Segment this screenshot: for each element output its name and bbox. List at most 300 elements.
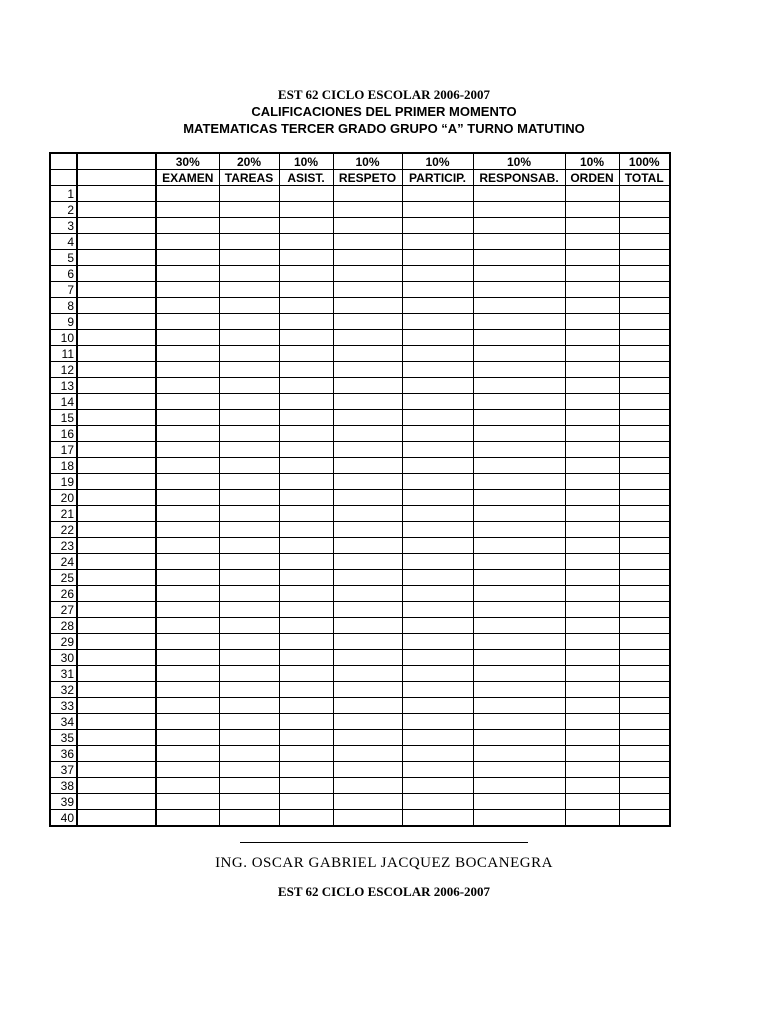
student-name-cell[interactable]: [77, 746, 156, 762]
grade-cell-orden[interactable]: [565, 266, 619, 282]
student-name-cell[interactable]: [77, 474, 156, 490]
grade-cell-tareas[interactable]: [219, 314, 279, 330]
grade-cell-examen[interactable]: [156, 490, 219, 506]
grade-cell-respeto[interactable]: [333, 250, 402, 266]
grade-cell-tareas[interactable]: [219, 490, 279, 506]
grade-cell-total[interactable]: [619, 746, 670, 762]
grade-cell-examen[interactable]: [156, 330, 219, 346]
grade-cell-asist[interactable]: [279, 314, 333, 330]
grade-cell-total[interactable]: [619, 330, 670, 346]
grade-cell-total[interactable]: [619, 554, 670, 570]
grade-cell-orden[interactable]: [565, 682, 619, 698]
grade-cell-tareas[interactable]: [219, 618, 279, 634]
grade-cell-asist[interactable]: [279, 570, 333, 586]
grade-cell-asist[interactable]: [279, 506, 333, 522]
grade-cell-asist[interactable]: [279, 474, 333, 490]
grade-cell-orden[interactable]: [565, 586, 619, 602]
grade-cell-examen[interactable]: [156, 634, 219, 650]
grade-cell-responsab[interactable]: [473, 634, 565, 650]
grade-cell-responsab[interactable]: [473, 730, 565, 746]
grade-cell-orden[interactable]: [565, 714, 619, 730]
grade-cell-tareas[interactable]: [219, 186, 279, 202]
grade-cell-examen[interactable]: [156, 570, 219, 586]
grade-cell-particip[interactable]: [402, 634, 473, 650]
grade-cell-asist[interactable]: [279, 714, 333, 730]
grade-cell-respeto[interactable]: [333, 474, 402, 490]
grade-cell-particip[interactable]: [402, 346, 473, 362]
grade-cell-responsab[interactable]: [473, 218, 565, 234]
grade-cell-responsab[interactable]: [473, 250, 565, 266]
grade-cell-total[interactable]: [619, 378, 670, 394]
grade-cell-respeto[interactable]: [333, 666, 402, 682]
grade-cell-asist[interactable]: [279, 282, 333, 298]
grade-cell-total[interactable]: [619, 586, 670, 602]
grade-cell-asist[interactable]: [279, 650, 333, 666]
grade-cell-orden[interactable]: [565, 426, 619, 442]
grade-cell-tareas[interactable]: [219, 666, 279, 682]
grade-cell-orden[interactable]: [565, 378, 619, 394]
grade-cell-total[interactable]: [619, 618, 670, 634]
grade-cell-total[interactable]: [619, 602, 670, 618]
grade-cell-tareas[interactable]: [219, 330, 279, 346]
grade-cell-tareas[interactable]: [219, 282, 279, 298]
grade-cell-particip[interactable]: [402, 314, 473, 330]
grade-cell-tareas[interactable]: [219, 570, 279, 586]
grade-cell-asist[interactable]: [279, 778, 333, 794]
grade-cell-asist[interactable]: [279, 490, 333, 506]
grade-cell-asist[interactable]: [279, 442, 333, 458]
grade-cell-respeto[interactable]: [333, 570, 402, 586]
grade-cell-tareas[interactable]: [219, 362, 279, 378]
grade-cell-asist[interactable]: [279, 698, 333, 714]
grade-cell-total[interactable]: [619, 282, 670, 298]
grade-cell-particip[interactable]: [402, 218, 473, 234]
grade-cell-tareas[interactable]: [219, 586, 279, 602]
grade-cell-responsab[interactable]: [473, 602, 565, 618]
grade-cell-respeto[interactable]: [333, 298, 402, 314]
grade-cell-tareas[interactable]: [219, 346, 279, 362]
grade-cell-responsab[interactable]: [473, 202, 565, 218]
grade-cell-particip[interactable]: [402, 554, 473, 570]
grade-cell-responsab[interactable]: [473, 746, 565, 762]
grade-cell-responsab[interactable]: [473, 762, 565, 778]
grade-cell-total[interactable]: [619, 474, 670, 490]
grade-cell-tareas[interactable]: [219, 298, 279, 314]
grade-cell-respeto[interactable]: [333, 266, 402, 282]
grade-cell-total[interactable]: [619, 762, 670, 778]
grade-cell-tareas[interactable]: [219, 506, 279, 522]
grade-cell-particip[interactable]: [402, 698, 473, 714]
grade-cell-asist[interactable]: [279, 522, 333, 538]
grade-cell-total[interactable]: [619, 426, 670, 442]
grade-cell-asist[interactable]: [279, 378, 333, 394]
grade-cell-examen[interactable]: [156, 458, 219, 474]
grade-cell-respeto[interactable]: [333, 762, 402, 778]
student-name-cell[interactable]: [77, 378, 156, 394]
grade-cell-total[interactable]: [619, 522, 670, 538]
student-name-cell[interactable]: [77, 794, 156, 810]
grade-cell-examen[interactable]: [156, 218, 219, 234]
grade-cell-tareas[interactable]: [219, 634, 279, 650]
grade-cell-responsab[interactable]: [473, 362, 565, 378]
grade-cell-asist[interactable]: [279, 266, 333, 282]
student-name-cell[interactable]: [77, 778, 156, 794]
student-name-cell[interactable]: [77, 298, 156, 314]
grade-cell-particip[interactable]: [402, 426, 473, 442]
grade-cell-particip[interactable]: [402, 602, 473, 618]
grade-cell-particip[interactable]: [402, 362, 473, 378]
student-name-cell[interactable]: [77, 714, 156, 730]
grade-cell-tareas[interactable]: [219, 602, 279, 618]
grade-cell-total[interactable]: [619, 250, 670, 266]
grade-cell-particip[interactable]: [402, 618, 473, 634]
grade-cell-responsab[interactable]: [473, 458, 565, 474]
grade-cell-particip[interactable]: [402, 298, 473, 314]
grade-cell-particip[interactable]: [402, 570, 473, 586]
grade-cell-examen[interactable]: [156, 442, 219, 458]
grade-cell-asist[interactable]: [279, 458, 333, 474]
student-name-cell[interactable]: [77, 634, 156, 650]
grade-cell-respeto[interactable]: [333, 378, 402, 394]
grade-cell-asist[interactable]: [279, 234, 333, 250]
grade-cell-total[interactable]: [619, 570, 670, 586]
grade-cell-responsab[interactable]: [473, 618, 565, 634]
grade-cell-tareas[interactable]: [219, 458, 279, 474]
grade-cell-asist[interactable]: [279, 218, 333, 234]
grade-cell-respeto[interactable]: [333, 458, 402, 474]
grade-cell-examen[interactable]: [156, 186, 219, 202]
grade-cell-responsab[interactable]: [473, 650, 565, 666]
grade-cell-respeto[interactable]: [333, 394, 402, 410]
student-name-cell[interactable]: [77, 538, 156, 554]
grade-cell-respeto[interactable]: [333, 490, 402, 506]
grade-cell-examen[interactable]: [156, 682, 219, 698]
grade-cell-respeto[interactable]: [333, 202, 402, 218]
grade-cell-respeto[interactable]: [333, 538, 402, 554]
grade-cell-total[interactable]: [619, 410, 670, 426]
grade-cell-respeto[interactable]: [333, 218, 402, 234]
grade-cell-asist[interactable]: [279, 618, 333, 634]
grade-cell-respeto[interactable]: [333, 778, 402, 794]
grade-cell-tareas[interactable]: [219, 474, 279, 490]
grade-cell-tareas[interactable]: [219, 810, 279, 827]
grade-cell-asist[interactable]: [279, 762, 333, 778]
student-name-cell[interactable]: [77, 458, 156, 474]
grade-cell-orden[interactable]: [565, 634, 619, 650]
student-name-cell[interactable]: [77, 586, 156, 602]
grade-cell-asist[interactable]: [279, 586, 333, 602]
student-name-cell[interactable]: [77, 410, 156, 426]
grade-cell-total[interactable]: [619, 298, 670, 314]
grade-cell-particip[interactable]: [402, 282, 473, 298]
grade-cell-orden[interactable]: [565, 762, 619, 778]
grade-cell-particip[interactable]: [402, 250, 473, 266]
grade-cell-total[interactable]: [619, 202, 670, 218]
grade-cell-orden[interactable]: [565, 282, 619, 298]
grade-cell-responsab[interactable]: [473, 378, 565, 394]
grade-cell-particip[interactable]: [402, 186, 473, 202]
student-name-cell[interactable]: [77, 362, 156, 378]
grade-cell-responsab[interactable]: [473, 794, 565, 810]
grade-cell-particip[interactable]: [402, 458, 473, 474]
grade-cell-orden[interactable]: [565, 218, 619, 234]
grade-cell-orden[interactable]: [565, 794, 619, 810]
grade-cell-particip[interactable]: [402, 794, 473, 810]
grade-cell-respeto[interactable]: [333, 618, 402, 634]
grade-cell-responsab[interactable]: [473, 698, 565, 714]
student-name-cell[interactable]: [77, 490, 156, 506]
grade-cell-total[interactable]: [619, 682, 670, 698]
grade-cell-respeto[interactable]: [333, 346, 402, 362]
grade-cell-total[interactable]: [619, 442, 670, 458]
grade-cell-asist[interactable]: [279, 426, 333, 442]
grade-cell-orden[interactable]: [565, 666, 619, 682]
grade-cell-tareas[interactable]: [219, 746, 279, 762]
grade-cell-examen[interactable]: [156, 426, 219, 442]
grade-cell-respeto[interactable]: [333, 522, 402, 538]
grade-cell-orden[interactable]: [565, 570, 619, 586]
grade-cell-orden[interactable]: [565, 746, 619, 762]
grade-cell-tareas[interactable]: [219, 522, 279, 538]
grade-cell-respeto[interactable]: [333, 186, 402, 202]
grade-cell-responsab[interactable]: [473, 538, 565, 554]
grade-cell-respeto[interactable]: [333, 362, 402, 378]
grade-cell-responsab[interactable]: [473, 682, 565, 698]
grade-cell-respeto[interactable]: [333, 506, 402, 522]
grade-cell-examen[interactable]: [156, 698, 219, 714]
grade-cell-examen[interactable]: [156, 522, 219, 538]
grade-cell-total[interactable]: [619, 810, 670, 827]
grade-cell-examen[interactable]: [156, 410, 219, 426]
grade-cell-respeto[interactable]: [333, 410, 402, 426]
grade-cell-orden[interactable]: [565, 298, 619, 314]
grade-cell-particip[interactable]: [402, 234, 473, 250]
grade-cell-orden[interactable]: [565, 186, 619, 202]
grade-cell-total[interactable]: [619, 698, 670, 714]
grade-cell-responsab[interactable]: [473, 282, 565, 298]
student-name-cell[interactable]: [77, 426, 156, 442]
grade-cell-particip[interactable]: [402, 586, 473, 602]
grade-cell-asist[interactable]: [279, 410, 333, 426]
grade-cell-total[interactable]: [619, 394, 670, 410]
grade-cell-examen[interactable]: [156, 314, 219, 330]
grade-cell-respeto[interactable]: [333, 730, 402, 746]
grade-cell-responsab[interactable]: [473, 266, 565, 282]
grade-cell-total[interactable]: [619, 346, 670, 362]
grade-cell-particip[interactable]: [402, 266, 473, 282]
grade-cell-examen[interactable]: [156, 282, 219, 298]
grade-cell-particip[interactable]: [402, 474, 473, 490]
grade-cell-asist[interactable]: [279, 746, 333, 762]
grade-cell-respeto[interactable]: [333, 746, 402, 762]
grade-cell-asist[interactable]: [279, 810, 333, 827]
grade-cell-total[interactable]: [619, 362, 670, 378]
grade-cell-tareas[interactable]: [219, 538, 279, 554]
grade-cell-responsab[interactable]: [473, 298, 565, 314]
grade-cell-tareas[interactable]: [219, 378, 279, 394]
grade-cell-orden[interactable]: [565, 202, 619, 218]
grade-cell-tareas[interactable]: [219, 714, 279, 730]
grade-cell-tareas[interactable]: [219, 426, 279, 442]
grade-cell-orden[interactable]: [565, 538, 619, 554]
student-name-cell[interactable]: [77, 186, 156, 202]
grade-cell-asist[interactable]: [279, 602, 333, 618]
grade-cell-total[interactable]: [619, 186, 670, 202]
grade-cell-asist[interactable]: [279, 682, 333, 698]
grade-cell-responsab[interactable]: [473, 474, 565, 490]
student-name-cell[interactable]: [77, 810, 156, 827]
grade-cell-tareas[interactable]: [219, 266, 279, 282]
grade-cell-orden[interactable]: [565, 554, 619, 570]
grade-cell-responsab[interactable]: [473, 522, 565, 538]
student-name-cell[interactable]: [77, 618, 156, 634]
grade-cell-responsab[interactable]: [473, 186, 565, 202]
grade-cell-respeto[interactable]: [333, 650, 402, 666]
grade-cell-respeto[interactable]: [333, 586, 402, 602]
grade-cell-total[interactable]: [619, 634, 670, 650]
student-name-cell[interactable]: [77, 314, 156, 330]
grade-cell-respeto[interactable]: [333, 554, 402, 570]
grade-cell-orden[interactable]: [565, 778, 619, 794]
grade-cell-responsab[interactable]: [473, 810, 565, 827]
grade-cell-examen[interactable]: [156, 202, 219, 218]
grade-cell-particip[interactable]: [402, 666, 473, 682]
grade-cell-tareas[interactable]: [219, 650, 279, 666]
grade-cell-respeto[interactable]: [333, 634, 402, 650]
grade-cell-particip[interactable]: [402, 682, 473, 698]
grade-cell-total[interactable]: [619, 778, 670, 794]
grade-cell-particip[interactable]: [402, 330, 473, 346]
grade-cell-tareas[interactable]: [219, 394, 279, 410]
grade-cell-examen[interactable]: [156, 266, 219, 282]
grade-cell-orden[interactable]: [565, 618, 619, 634]
grade-cell-asist[interactable]: [279, 666, 333, 682]
grade-cell-responsab[interactable]: [473, 554, 565, 570]
grade-cell-examen[interactable]: [156, 234, 219, 250]
student-name-cell[interactable]: [77, 282, 156, 298]
grade-cell-tareas[interactable]: [219, 682, 279, 698]
grade-cell-orden[interactable]: [565, 346, 619, 362]
student-name-cell[interactable]: [77, 554, 156, 570]
grade-cell-orden[interactable]: [565, 506, 619, 522]
grade-cell-orden[interactable]: [565, 442, 619, 458]
grade-cell-respeto[interactable]: [333, 234, 402, 250]
grade-cell-examen[interactable]: [156, 666, 219, 682]
grade-cell-orden[interactable]: [565, 330, 619, 346]
grade-cell-particip[interactable]: [402, 378, 473, 394]
grade-cell-tareas[interactable]: [219, 698, 279, 714]
grade-cell-particip[interactable]: [402, 714, 473, 730]
grade-cell-orden[interactable]: [565, 250, 619, 266]
grade-cell-total[interactable]: [619, 490, 670, 506]
grade-cell-examen[interactable]: [156, 586, 219, 602]
grade-cell-particip[interactable]: [402, 810, 473, 827]
grade-cell-total[interactable]: [619, 234, 670, 250]
grade-cell-examen[interactable]: [156, 746, 219, 762]
student-name-cell[interactable]: [77, 666, 156, 682]
grade-cell-responsab[interactable]: [473, 330, 565, 346]
grade-cell-total[interactable]: [619, 314, 670, 330]
grade-cell-asist[interactable]: [279, 330, 333, 346]
grade-cell-particip[interactable]: [402, 762, 473, 778]
grade-cell-asist[interactable]: [279, 250, 333, 266]
grade-cell-particip[interactable]: [402, 202, 473, 218]
grade-cell-respeto[interactable]: [333, 698, 402, 714]
grade-cell-particip[interactable]: [402, 538, 473, 554]
grade-cell-tareas[interactable]: [219, 794, 279, 810]
grade-cell-total[interactable]: [619, 218, 670, 234]
grade-cell-particip[interactable]: [402, 394, 473, 410]
student-name-cell[interactable]: [77, 570, 156, 586]
grade-cell-tareas[interactable]: [219, 442, 279, 458]
grade-cell-total[interactable]: [619, 666, 670, 682]
grade-cell-total[interactable]: [619, 266, 670, 282]
grade-cell-total[interactable]: [619, 794, 670, 810]
grade-cell-respeto[interactable]: [333, 810, 402, 827]
grade-cell-orden[interactable]: [565, 490, 619, 506]
grade-cell-responsab[interactable]: [473, 346, 565, 362]
grade-cell-particip[interactable]: [402, 778, 473, 794]
grade-cell-examen[interactable]: [156, 714, 219, 730]
grade-cell-examen[interactable]: [156, 554, 219, 570]
grade-cell-orden[interactable]: [565, 410, 619, 426]
grade-cell-asist[interactable]: [279, 202, 333, 218]
grade-cell-examen[interactable]: [156, 538, 219, 554]
grade-cell-asist[interactable]: [279, 362, 333, 378]
grade-cell-tareas[interactable]: [219, 410, 279, 426]
grade-cell-particip[interactable]: [402, 490, 473, 506]
grade-cell-orden[interactable]: [565, 698, 619, 714]
grade-cell-tareas[interactable]: [219, 762, 279, 778]
student-name-cell[interactable]: [77, 266, 156, 282]
grade-cell-orden[interactable]: [565, 394, 619, 410]
student-name-cell[interactable]: [77, 698, 156, 714]
grade-cell-asist[interactable]: [279, 554, 333, 570]
student-name-cell[interactable]: [77, 522, 156, 538]
grade-cell-orden[interactable]: [565, 602, 619, 618]
grade-cell-respeto[interactable]: [333, 282, 402, 298]
grade-cell-examen[interactable]: [156, 618, 219, 634]
grade-cell-responsab[interactable]: [473, 714, 565, 730]
student-name-cell[interactable]: [77, 202, 156, 218]
grade-cell-examen[interactable]: [156, 778, 219, 794]
grade-cell-orden[interactable]: [565, 314, 619, 330]
student-name-cell[interactable]: [77, 218, 156, 234]
grade-cell-responsab[interactable]: [473, 410, 565, 426]
grade-cell-respeto[interactable]: [333, 442, 402, 458]
grade-cell-total[interactable]: [619, 714, 670, 730]
grade-cell-asist[interactable]: [279, 298, 333, 314]
grade-cell-respeto[interactable]: [333, 330, 402, 346]
grade-cell-particip[interactable]: [402, 746, 473, 762]
grade-cell-responsab[interactable]: [473, 666, 565, 682]
grade-cell-tareas[interactable]: [219, 234, 279, 250]
grade-cell-respeto[interactable]: [333, 602, 402, 618]
grade-cell-particip[interactable]: [402, 506, 473, 522]
grade-cell-particip[interactable]: [402, 522, 473, 538]
student-name-cell[interactable]: [77, 730, 156, 746]
grade-cell-respeto[interactable]: [333, 794, 402, 810]
grade-cell-respeto[interactable]: [333, 682, 402, 698]
grade-cell-examen[interactable]: [156, 762, 219, 778]
grade-cell-asist[interactable]: [279, 634, 333, 650]
grade-cell-asist[interactable]: [279, 346, 333, 362]
grade-cell-orden[interactable]: [565, 458, 619, 474]
grade-cell-tareas[interactable]: [219, 202, 279, 218]
student-name-cell[interactable]: [77, 330, 156, 346]
grade-cell-responsab[interactable]: [473, 394, 565, 410]
student-name-cell[interactable]: [77, 602, 156, 618]
